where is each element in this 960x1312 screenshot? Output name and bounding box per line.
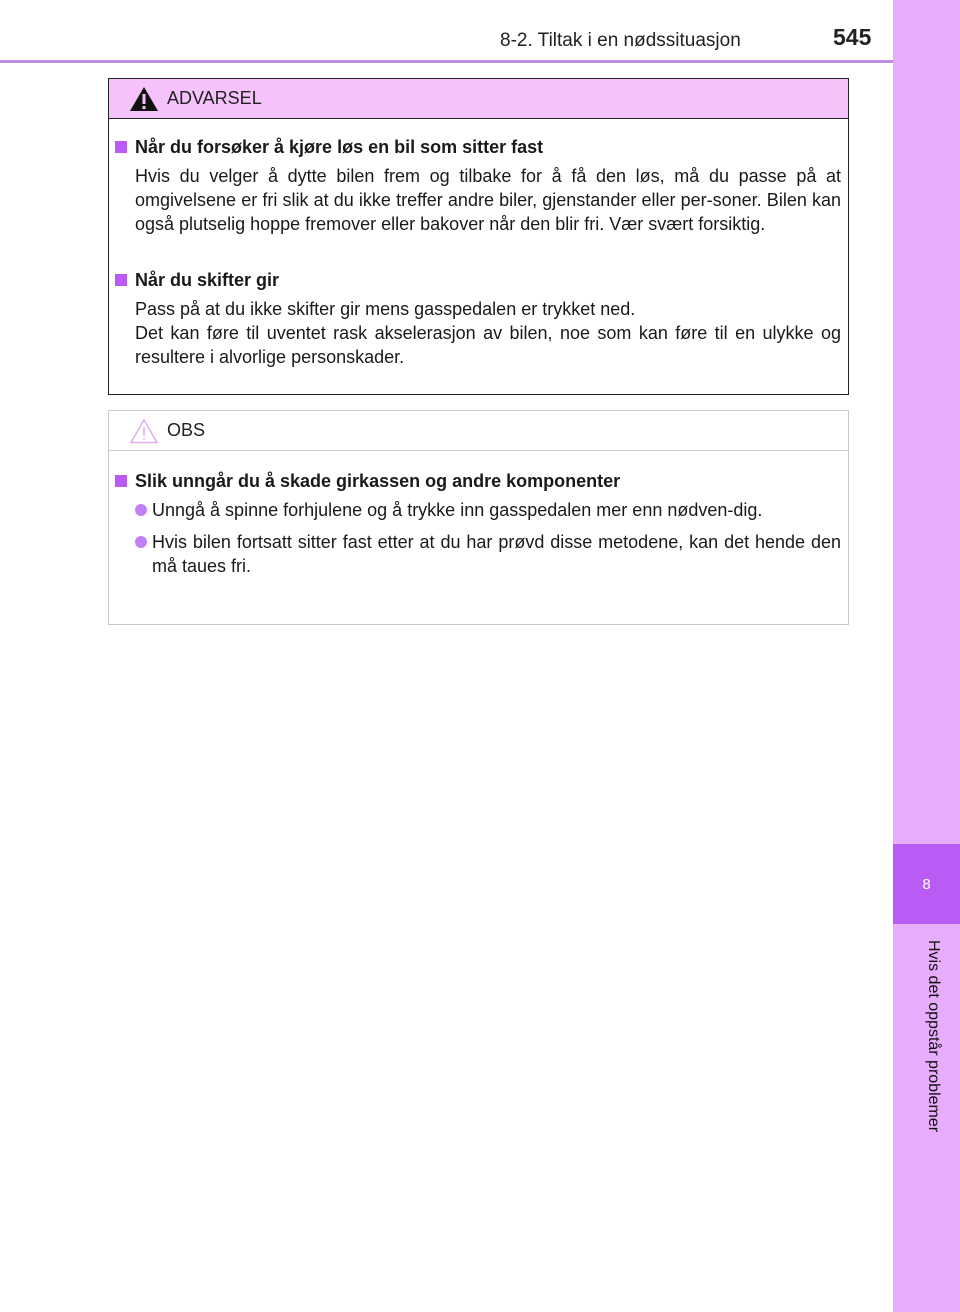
circle-bullet-icon [135,536,147,548]
section-body [115,297,841,369]
square-bullet-icon [115,274,127,286]
section-heading [115,469,841,493]
notice-section-gearbox [115,469,841,578]
paragraph: Det kan føre til uventet rask akselerasjon av bilen, noe som kan føre til en ulykke og resultere i alvorlige personskader. [135,323,841,367]
section-body [115,164,841,236]
section-title: 8-2. Tiltak i en nødssituasjon [500,30,741,51]
warning-label: ADVARSEL [167,88,262,108]
notice-label: OBS [167,420,206,440]
section-heading [115,135,841,159]
warning-section-shift-gear [115,268,841,369]
paragraph: Hvis du velger å dytte bilen frem og tilbake for å få den løs, må du passe på at omgivelsene er fri slik at du ikke treffer andre biler, gjenstander eller per-soner. Bilen kan også plutselig hoppe fremover eller bakover når den blir fri. Vær svært forsiktig. [135,166,841,234]
square-bullet-icon [115,141,127,153]
square-bullet-icon [115,475,127,487]
list-item-text: Hvis bilen fortsatt sitter fast etter at du har prøvd disse metodene, kan det hende den må taues fri. [152,532,841,576]
warning-triangle-icon [129,86,159,112]
caution-triangle-outline-icon [129,418,159,444]
warning-header [109,79,848,119]
page-number: 545 [833,24,872,50]
list-item-text: Unngå å spinne forhjulene og å trykke inn gasspedalen mer enn nødven-dig. [152,500,763,520]
header-rule [0,60,893,63]
list-item [115,498,841,522]
section-heading-text: Slik unngår du å skade girkassen og andre komponenter [135,471,621,491]
warning-box [108,78,849,395]
circle-bullet-icon [135,504,147,516]
chapter-number-badge[interactable]: 8 [893,844,960,924]
section-heading-text: Når du skifter gir [135,270,280,290]
section-heading-text: Når du forsøker å kjøre løs en bil som sitter fast [135,137,544,157]
paragraph: Pass på at du ikke skifter gir mens gasspedalen er trykket ned. [135,299,636,319]
chapter-title: Hvis det oppstår problemer [925,940,942,1133]
notice-header [109,411,848,451]
notice-box [108,410,849,625]
section-heading [115,268,841,292]
list-item [115,530,841,578]
warning-section-stuck-car [115,135,841,236]
